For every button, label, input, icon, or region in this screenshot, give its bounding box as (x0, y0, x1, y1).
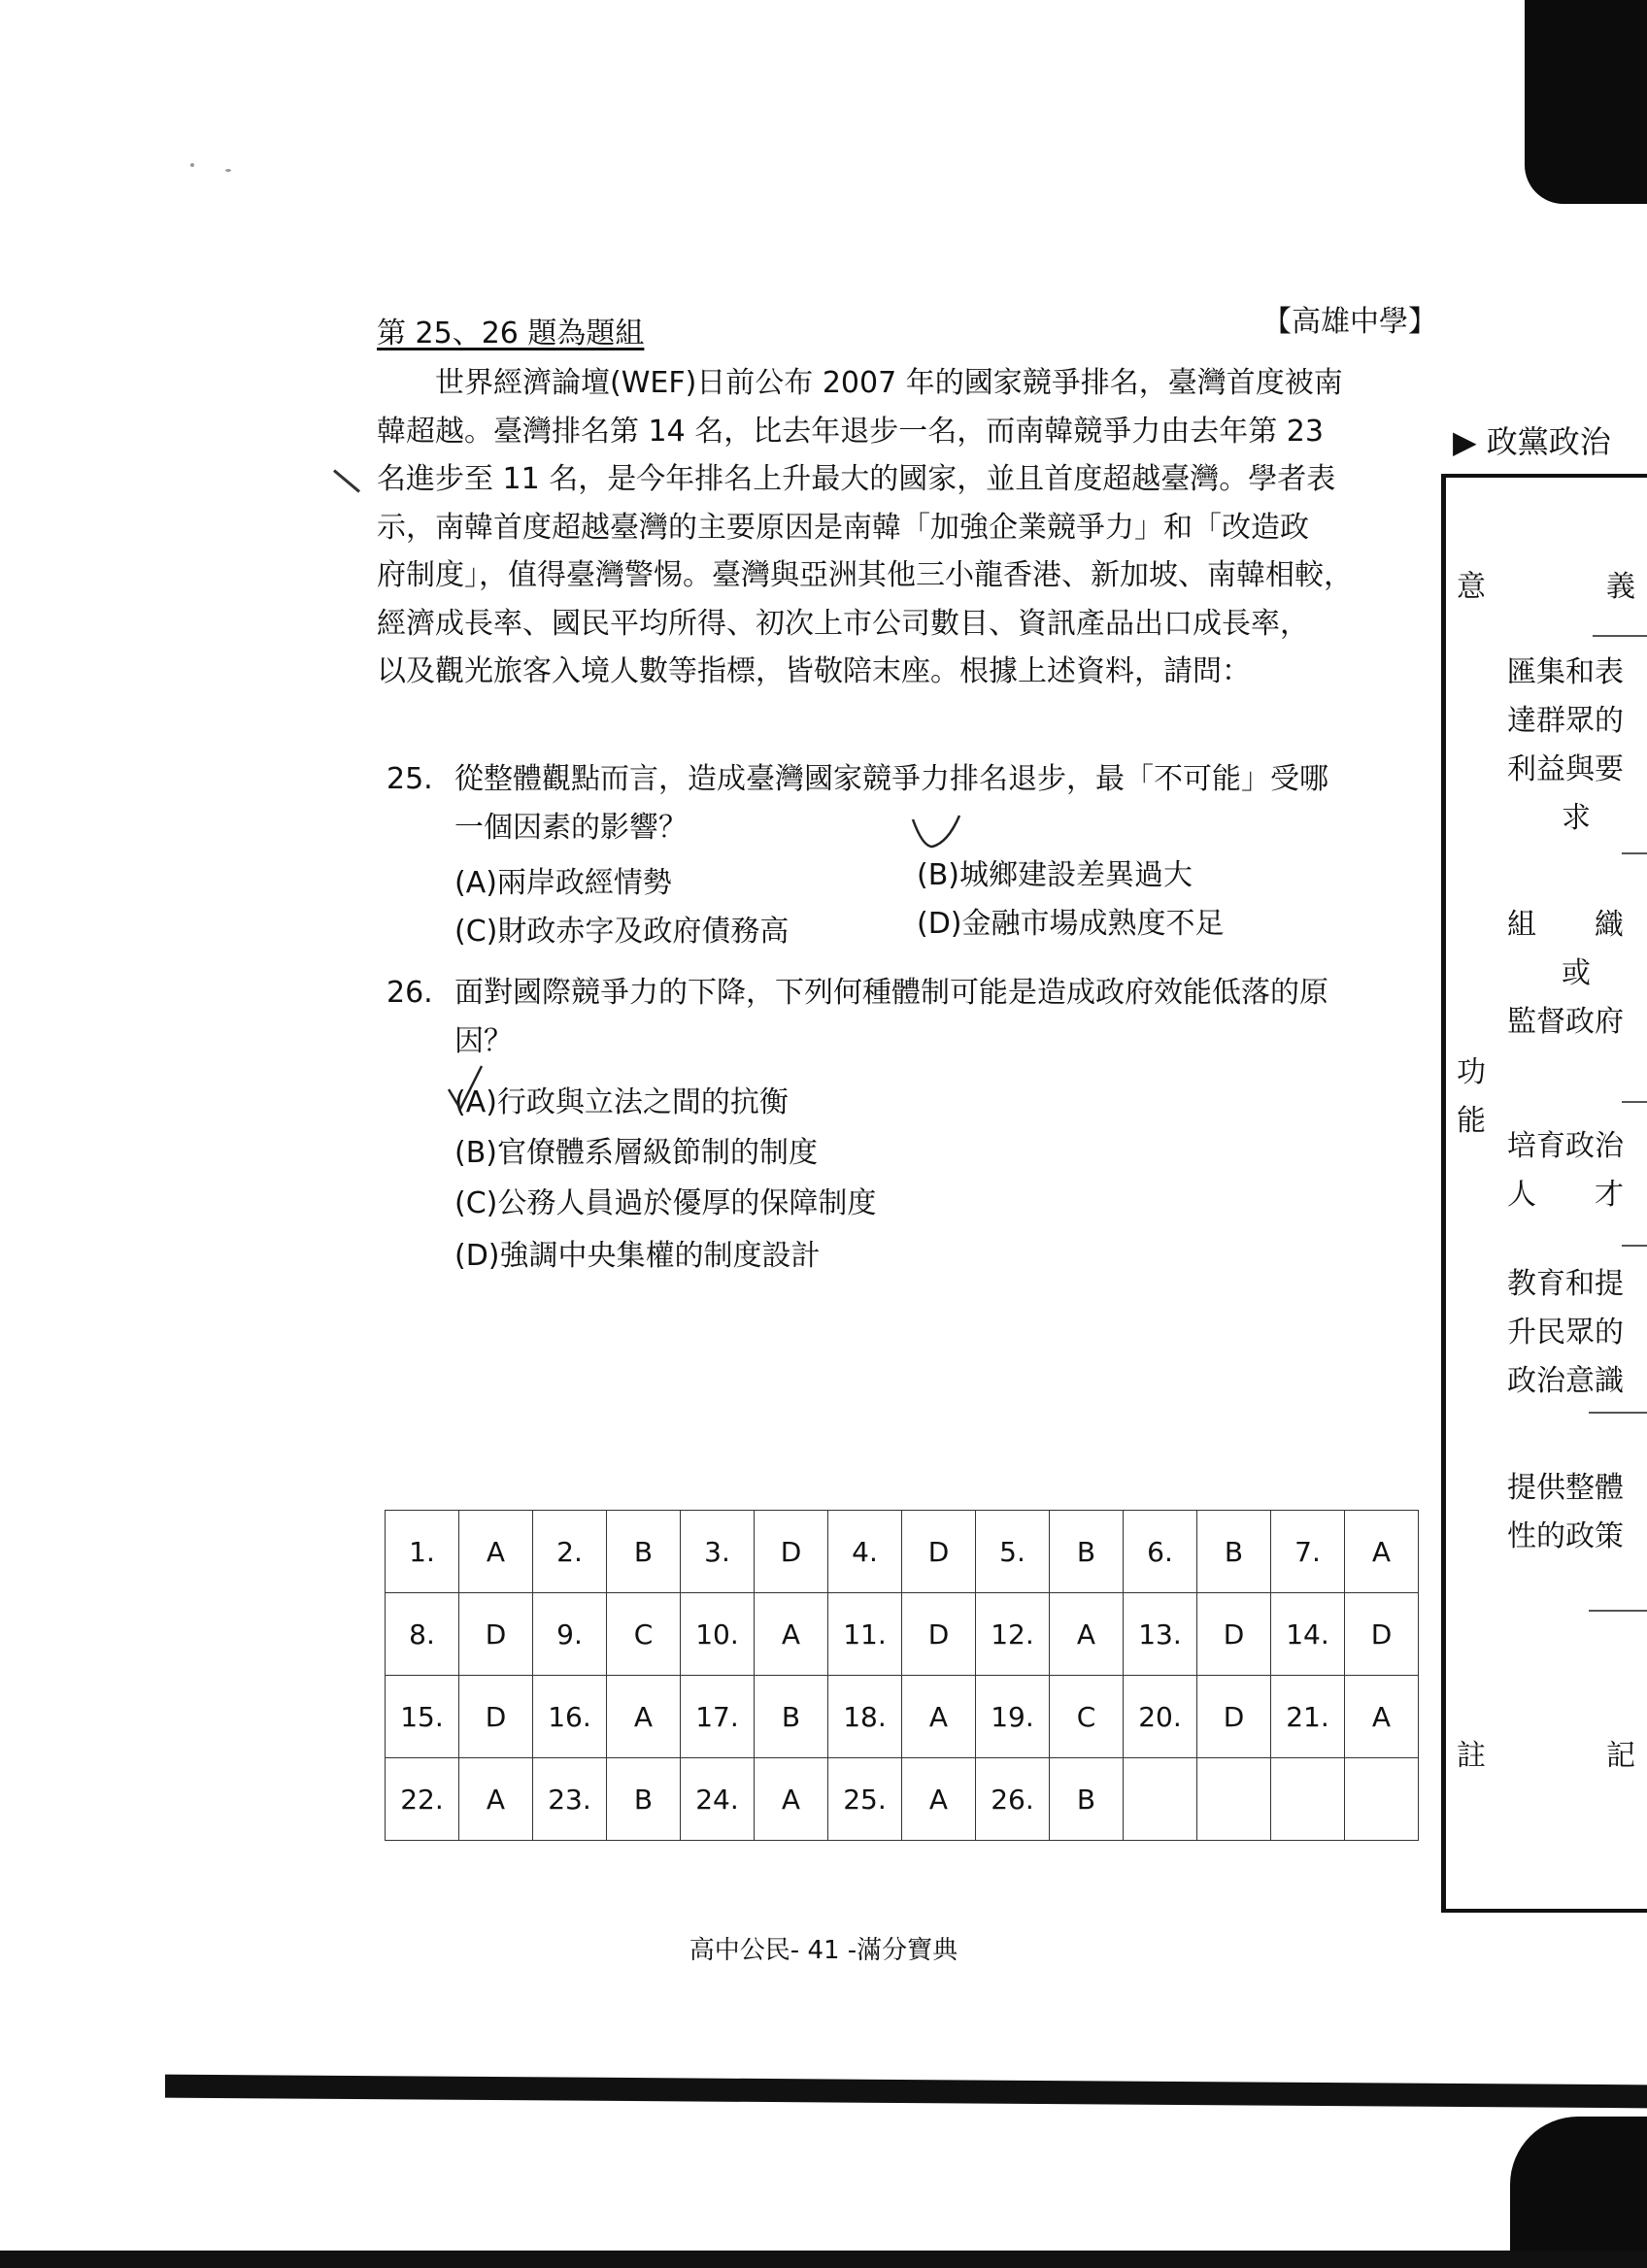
answer-cell: A (902, 1758, 976, 1841)
sidebar-block (1507, 901, 1624, 1047)
answer-cell: 26. (976, 1758, 1050, 1841)
answer-cell: A (459, 1511, 533, 1593)
sidebar-divider (1622, 1245, 1647, 1247)
option-d: (D)金融市場成熟度不足 (917, 907, 1225, 941)
answer-cell: 19. (976, 1676, 1050, 1758)
page-footer: 高中公民- 41 -滿分寶典 (689, 1936, 958, 1965)
option-b: (B)城鄉建設差異過大 (917, 858, 1193, 892)
answer-cell: D (1197, 1676, 1271, 1758)
answer-cell: D (1345, 1593, 1419, 1676)
answer-cell: D (902, 1511, 976, 1593)
pen-stroke (333, 469, 360, 492)
answer-cell: A (607, 1676, 681, 1758)
answer-cell: 21. (1271, 1676, 1345, 1758)
answer-cell: D (459, 1593, 533, 1676)
answer-cell: 2. (533, 1511, 607, 1593)
passage (377, 359, 1435, 696)
scan-speck (190, 163, 194, 167)
sidebar-heading: ▶ 政黨政治 (1453, 423, 1611, 460)
handwritten-check-mark (443, 1062, 501, 1120)
answer-cell: B (607, 1511, 681, 1593)
answer-cell: 5. (976, 1511, 1050, 1593)
sidebar-label: 義 (1606, 570, 1635, 604)
answer-cell: B (1050, 1511, 1124, 1593)
answer-cell: A (459, 1758, 533, 1841)
answer-cell: 20. (1124, 1676, 1197, 1758)
answer-cell: 4. (828, 1511, 902, 1593)
answer-cell: 23. (533, 1758, 607, 1841)
scan-shadow-top-right (1525, 0, 1647, 204)
answer-cell: A (1345, 1511, 1419, 1593)
sidebar-line: 達群眾的 (1507, 704, 1624, 738)
source-tag: 【高雄中學】 (1262, 305, 1437, 339)
sidebar-line: 升民眾的 (1507, 1316, 1624, 1350)
sidebar-line: 人 才 (1507, 1178, 1624, 1212)
option-a: (A)兩岸政經情勢 (454, 866, 672, 900)
sidebar-divider (1622, 852, 1647, 854)
answer-cell: 14. (1271, 1593, 1345, 1676)
table-row (386, 1758, 1419, 1841)
sidebar-block (1507, 1464, 1624, 1561)
passage-line: 經濟成長率、國民平均所得、初次上市公司數目、資訊產品出口成長率， (377, 606, 1309, 641)
answer-cell (1345, 1758, 1419, 1841)
sidebar-block (1507, 1122, 1624, 1219)
sidebar-line: 提供整體 (1507, 1471, 1624, 1505)
sidebar-line: 組 織 (1507, 908, 1624, 942)
answer-cell: A (1345, 1676, 1419, 1758)
option-c: (C)財政赤字及政府債務高 (454, 915, 790, 949)
answer-cell: 22. (386, 1758, 459, 1841)
answer-cell: A (1050, 1593, 1124, 1676)
stem-line: 因？ (454, 1024, 513, 1058)
answer-cell: 12. (976, 1593, 1050, 1676)
table-row (386, 1511, 1419, 1593)
answer-cell: 8. (386, 1593, 459, 1676)
option-c: (C)公務人員過於優厚的保障制度 (454, 1186, 877, 1220)
answer-cell: 17. (681, 1676, 755, 1758)
answer-cell: B (607, 1758, 681, 1841)
option-a: (A)行政與立法之間的抗衡 (454, 1085, 789, 1119)
scan-shadow-bottom-right (1510, 2117, 1647, 2268)
sidebar-line: 政治意識 (1507, 1364, 1624, 1398)
scan-band-bottom (165, 2075, 1647, 2109)
answer-cell: 13. (1124, 1593, 1197, 1676)
stem-line: 面對國際競爭力的下降，下列何種體制可能是造成政府效能低落的原 (454, 976, 1328, 1010)
stem-line: 一個因素的影響？ (454, 811, 688, 845)
answer-cell: 9. (533, 1593, 607, 1676)
passage-line: 示，南韓首度超越臺灣的主要原因是南韓「加強企業競爭力」和「改造政 (377, 510, 1309, 545)
answer-cell: B (1197, 1511, 1271, 1593)
sidebar-line: 或 (1562, 956, 1591, 990)
sidebar-line: 教育和提 (1507, 1267, 1624, 1301)
answer-cell: 10. (681, 1593, 755, 1676)
passage-line: 府制度」，值得臺灣警惕。臺灣與亞洲其他三小龍香港、新加坡、南韓相較， (377, 558, 1353, 592)
question-number: 26. (387, 976, 433, 1010)
answer-cell: 6. (1124, 1511, 1197, 1593)
sidebar-line: 利益與要 (1507, 752, 1624, 786)
table-row (386, 1593, 1419, 1676)
answer-cell: D (755, 1511, 828, 1593)
sidebar-line: 求 (1562, 801, 1591, 835)
sidebar-label: 能 (1457, 1104, 1486, 1138)
stem-line: 從整體觀點而言，造成臺灣國家競爭力排名退步，最「不可能」受哪 (454, 762, 1328, 796)
answer-cell: A (902, 1676, 976, 1758)
answer-cell: A (755, 1758, 828, 1841)
answer-cell: 25. (828, 1758, 902, 1841)
question-number: 25. (387, 762, 433, 796)
answer-cell: B (1050, 1758, 1124, 1841)
answer-cell (1271, 1758, 1345, 1841)
sidebar-label: 功 (1457, 1055, 1486, 1089)
answer-cell: 11. (828, 1593, 902, 1676)
answer-cell: C (1050, 1676, 1124, 1758)
option-b: (B)官僚體系層級節制的制度 (454, 1136, 818, 1170)
answer-cell: 15. (386, 1676, 459, 1758)
answer-cell: 3. (681, 1511, 755, 1593)
passage-line: 以及觀光旅客入境人數等指標，皆敬陪末座。根據上述資料，請問： (377, 654, 1251, 688)
answer-cell: C (607, 1593, 681, 1676)
sidebar-divider (1593, 635, 1647, 637)
group-title: 第 25、26 題為題組 (377, 317, 645, 350)
answer-cell: 24. (681, 1758, 755, 1841)
passage-line: 名進步至 11 名，是今年排名上升最大的國家，並且首度超越臺灣。學者表 (377, 462, 1336, 496)
sidebar-block (1507, 1260, 1624, 1406)
scan-speck (225, 169, 231, 172)
passage-line: 世界經濟論壇(WEF)日前公布 2007 年的國家競爭排名，臺灣首度被南 (435, 366, 1343, 400)
sidebar-line: 性的政策 (1507, 1519, 1624, 1553)
answer-cell: 18. (828, 1676, 902, 1758)
scan-edge-bottom (0, 2251, 1647, 2268)
answer-cell: 1. (386, 1511, 459, 1593)
option-d: (D)強調中央集權的制度設計 (454, 1239, 821, 1273)
answer-cell: B (755, 1676, 828, 1758)
answer-cell (1197, 1758, 1271, 1841)
answer-cell: A (755, 1593, 828, 1676)
sidebar-label: 意 (1457, 570, 1486, 604)
answer-cell: D (1197, 1593, 1271, 1676)
question-stem (454, 969, 1437, 1066)
answer-key-table (385, 1510, 1419, 1841)
answer-cell: D (902, 1593, 976, 1676)
sidebar-divider (1622, 1101, 1647, 1103)
sidebar-block (1507, 649, 1624, 843)
answer-cell: 7. (1271, 1511, 1345, 1593)
sidebar-line: 監督政府 (1507, 1005, 1624, 1039)
passage-line: 韓超越。臺灣排名第 14 名，比去年退步一名，而南韓競爭力由去年第 23 (377, 414, 1324, 449)
handwritten-check-mark (909, 814, 967, 852)
sidebar-line: 培育政治 (1507, 1129, 1624, 1163)
sidebar-label: 記 (1606, 1739, 1635, 1773)
sidebar-line: 匯集和表 (1507, 655, 1624, 689)
answer-cell: D (459, 1676, 533, 1758)
sidebar-divider (1589, 1412, 1647, 1414)
sidebar-divider (1589, 1610, 1647, 1612)
sidebar-label: 註 (1457, 1739, 1486, 1773)
answer-cell (1124, 1758, 1197, 1841)
table-row (386, 1676, 1419, 1758)
answer-cell: 16. (533, 1676, 607, 1758)
